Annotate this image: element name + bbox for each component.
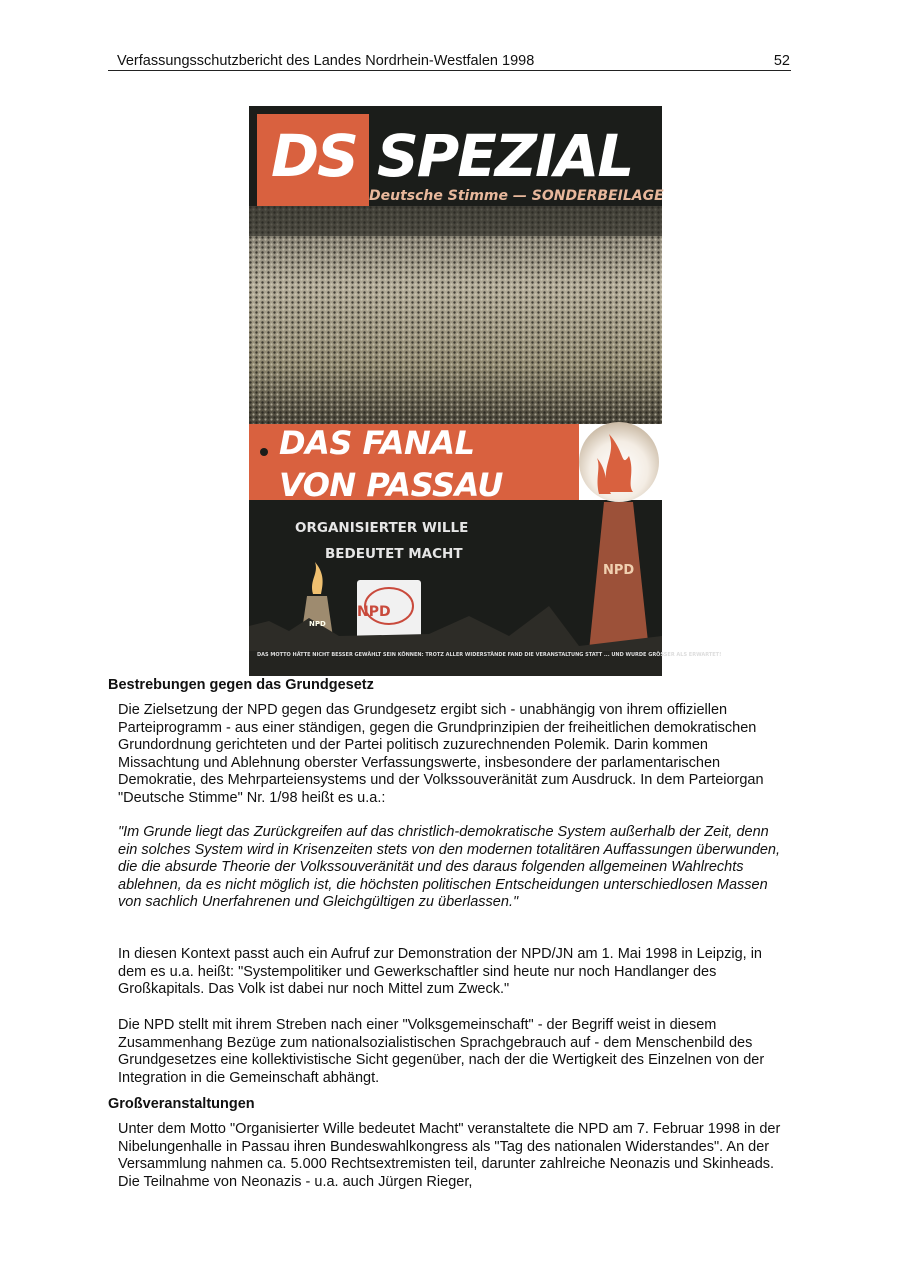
cover-npd-pillar: NPD [603, 563, 635, 578]
cover-logo: DS [271, 122, 357, 190]
quote-paragraph: "Im Grunde liegt das Zurückgreifen auf das christlich-demokratische System außerhalb der Zeit, denn ein solches System wird in Krisenzeiten stets von den modernen totalitären Auffassungen überwunden, die die absurde Theorie der Volkssouveränität und des daraus folgenden allgemeinen Wahlrechts ablehnen, da es nicht möglich ist, die höchsten politischen Entscheidungen unterschiedlosen Massen von sachlich Unerfahrenen und Gleichgültigen zu überlassen." [118, 824, 781, 910]
paragraph: In diesen Kontext passt auch ein Aufruf zur Demonstration der NPD/JN am 1. Mai 1998 in Leipzig, in dem es u.a. heißt: "Systempolitiker und Gewerkschaftler sind heute nur noch Handlanger des Großkapitals. Das Volk ist dabei nur noch Mittel zum Zweck." [118, 946, 762, 997]
paragraph: Die Zielsetzung der NPD gegen das Grundgesetz ergibt sich - unabhängig von ihrem offiziellen Parteiprogramm - aus einer ständigen, gegen die Grundprinzipien der freiheitlichen demokratischen Grundordnung gerichteten und der Partei politisch zuzurechnenden Polemik. Darin kommen Missachtung und Ablehnung oberster Verfassungswerte, insbesondere der parlamentarischen Demokratie, des Mehrparteiensystems und der Volkssouveränität zum Ausdruck. In dem Parteiorgan "Deutsche Stimme" Nr. 1/98 heißt es u.a.: [118, 702, 764, 806]
paragraph: Unter dem Motto "Organisierter Wille bedeutet Macht" veranstaltete die NPD am 7. Februar 1998 in der Nibelungenhalle in Passau ihren Bundeswahlkongress als "Tag des nationalen Widerstandes". An der Versammlung nahmen ca. 5.000 Rechtsextremisten teil, darunter zahlreiche Neonazis und Skinheads. Die Teilnahme von Neonazis - u.a. auch Jürgen Rieger, [118, 1121, 781, 1190]
cover-motto-line2: BEDEUTET MACHT [325, 546, 463, 562]
cover-npd-small: NPD [309, 620, 326, 628]
page-header [117, 52, 790, 70]
cover-title: SPEZIAL [377, 122, 633, 190]
report-title: Verfassungsschutzbericht des Landes Nordrhein-Westfalen 1998 [117, 53, 535, 69]
paragraph: Die NPD stellt mit ihrem Streben nach einer "Volksgemeinschaft" - der Begriff weist in diesem Zusammenhang Bezüge zum nationalsozialistischen Sprachgebrauch auf - dem Menschenbild des Grundgesetzes eine kollektivistische Sicht gegenüber, nach der die Wertigkeit des Einzelnen von der Integration in die Gemeinschaft abhängt. [118, 1017, 765, 1086]
header-rule [108, 70, 791, 71]
cover-small-caption: DAS MOTTO HÄTTE NICHT BESSER GEWÄHLT SEIN KÖNNEN: TROTZ ALLER WIDERSTÄNDE FAND DIE VERANSTALTUNG STATT ... UND WURDE GRÖSSER ALS ERWARTET! [257, 652, 722, 658]
cover-headline-line2: VON PASSAU [279, 466, 503, 504]
cover-motto-line1: ORGANISIERTER WILLE [295, 520, 469, 536]
cover-subtitle: Deutsche Stimme — SONDERBEILAGE [369, 188, 664, 204]
section-heading-grundgesetz: Bestrebungen gegen das Grundgesetz [108, 677, 374, 693]
page-number: 52 [773, 53, 790, 69]
cover-image [249, 106, 722, 676]
cover-headline-line1: DAS FANAL [279, 424, 475, 462]
cover-npd-podium: NPD [357, 604, 391, 620]
section-heading-grossveranstaltungen: Großveranstaltungen [108, 1096, 255, 1112]
